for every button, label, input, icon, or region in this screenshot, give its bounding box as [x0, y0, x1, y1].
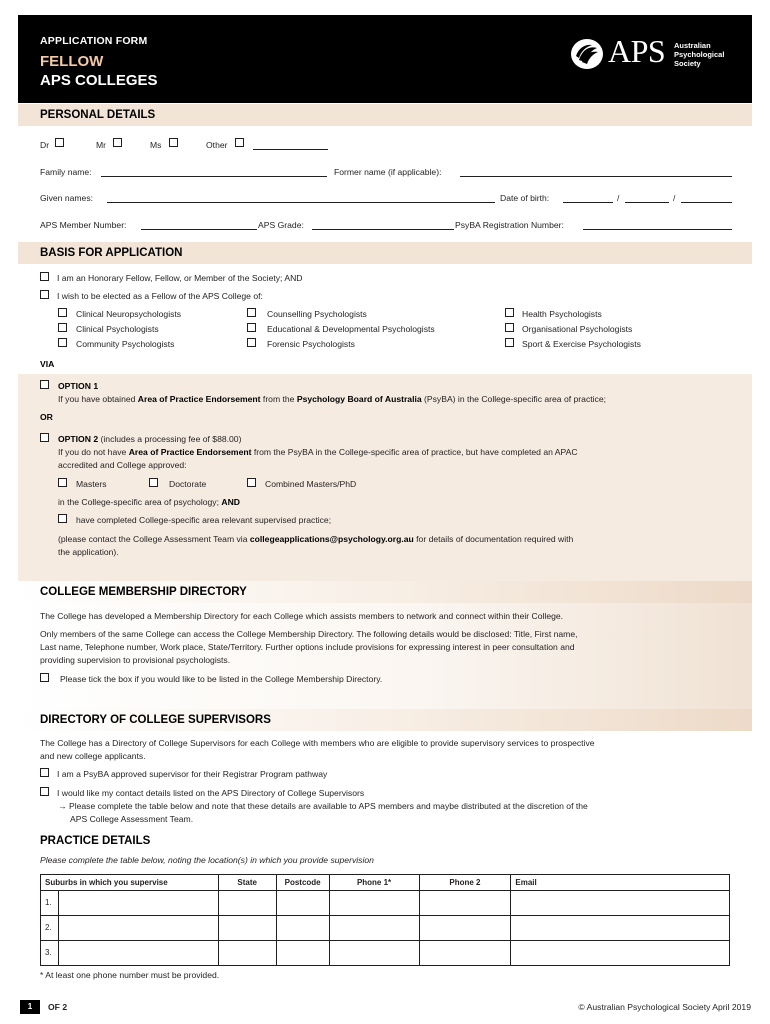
row-number: 1.: [41, 891, 59, 915]
directory-listing-label: Please tick the box if you would like to be listed in the College Membership Directory.: [60, 674, 383, 684]
masters-checkbox[interactable]: [58, 478, 67, 487]
contact-text: [58, 534, 573, 544]
column-header: Suburbs in which you supervise: [41, 875, 219, 891]
approved-supervisor-checkbox[interactable]: [40, 768, 49, 777]
college-label: Community Psychologists: [76, 339, 175, 349]
aps-grade-field[interactable]: [312, 229, 454, 230]
dob-separator: /: [617, 193, 620, 203]
supervised-label: have completed College-specific area relevant supervised practice;: [76, 515, 332, 525]
supervised-checkbox[interactable]: [58, 514, 67, 523]
form-title-colleges: APS COLLEGES: [40, 72, 158, 89]
contact-listing-checkbox[interactable]: [40, 787, 49, 796]
college-label: Sport & Exercise Psychologists: [522, 339, 641, 349]
contact-listing-label: I would like my contact details listed on the APS Directory of College Supervisors: [57, 788, 365, 798]
page-number: 1: [20, 1000, 40, 1014]
title-ms-checkbox[interactable]: [169, 138, 178, 147]
column-header: State: [218, 875, 276, 891]
state-cell[interactable]: [218, 891, 276, 916]
phone1-cell[interactable]: [329, 941, 419, 966]
college-checkbox[interactable]: [247, 323, 256, 332]
psyba-reg-label: PsyBA Registration Number:: [455, 220, 564, 230]
option1-text-part: (PsyBA) in the College-specific area of practice;: [421, 394, 607, 404]
directory-p2-line: Only members of the same College can access the College Membership Directory. The following details would be disclosed: Title, First name,: [40, 629, 578, 639]
row-number: 2.: [41, 916, 59, 940]
aps-logo-subtitle: [674, 41, 724, 68]
college-checkbox[interactable]: [58, 308, 67, 317]
option2-title: OPTION 2: [58, 434, 99, 444]
title-dr-checkbox[interactable]: [55, 138, 64, 147]
and-label: AND: [221, 497, 240, 507]
college-label: Health Psychologists: [522, 309, 602, 319]
logo-sub-line1: Australian: [674, 41, 711, 50]
postcode-cell[interactable]: [276, 891, 329, 916]
dob-day-field[interactable]: [563, 202, 613, 203]
table-instruction-line: APS College Assessment Team.: [70, 814, 194, 824]
table-row: [41, 941, 730, 966]
college-label: Organisational Psychologists: [522, 324, 633, 334]
honorary-label: I am an Honorary Fellow, Fellow, or Member of the Society; AND: [57, 273, 303, 283]
option1-text: [58, 394, 606, 404]
basis-heading: [18, 242, 752, 264]
college-checkbox[interactable]: [505, 308, 514, 317]
masters-label: Masters: [76, 479, 107, 489]
phone2-cell[interactable]: [419, 916, 511, 941]
college-checkbox[interactable]: [247, 308, 256, 317]
row-number: 3.: [41, 941, 59, 965]
form-title-fellow: FELLOW: [40, 53, 104, 70]
doctorate-checkbox[interactable]: [149, 478, 158, 487]
directory-p1: The College has developed a Membership Directory for each College which assists members to network and connect within their College.: [40, 611, 564, 621]
elected-label: I wish to be elected as a Fellow of the APS College of:: [57, 291, 263, 301]
title-ms-label: Ms: [150, 140, 162, 150]
table-row: [41, 916, 730, 941]
postcode-cell[interactable]: [276, 916, 329, 941]
practice-table: [40, 874, 730, 966]
option2-text-part: If you do not have: [58, 447, 129, 457]
practice-instruction: Please complete the table below, noting the location(s) in which you provide supervision: [40, 855, 374, 865]
supervisors-p1-line: and new college applicants.: [40, 751, 146, 761]
option2-bold-part: Area of Practice Endorsement: [128, 447, 252, 457]
section-title: COLLEGE MEMBERSHIP DIRECTORY: [40, 586, 247, 598]
column-header: Phone 1*: [329, 875, 419, 891]
title-mr-label: Mr: [96, 140, 107, 150]
contact-text-part: (please contact the College Assessment Team via: [58, 534, 250, 544]
title-other-checkbox[interactable]: [235, 138, 244, 147]
family-name-field[interactable]: [101, 176, 327, 177]
option2-fee: (includes a processing fee of $88.00): [98, 434, 242, 444]
combined-label: Combined Masters/PhD: [265, 479, 357, 489]
page-total: OF 2: [48, 1002, 68, 1012]
column-header: Postcode: [276, 875, 329, 891]
suburb-cell[interactable]: [41, 941, 219, 966]
option2-text-part: from the PsyBA in the College-specific area of practice, but have completed an APAC: [251, 447, 578, 457]
supervisors-heading: [18, 709, 752, 731]
directory-heading: [18, 581, 752, 603]
option2-label: [58, 434, 241, 444]
specific-area-text: [58, 497, 240, 507]
option2-checkbox[interactable]: [40, 433, 49, 442]
option1-bold-part: Psychology Board of Australia: [296, 394, 422, 404]
phone-footnote: * At least one phone number must be provided.: [40, 970, 220, 980]
college-checkbox[interactable]: [58, 338, 67, 347]
phone1-cell[interactable]: [329, 916, 419, 941]
given-names-field[interactable]: [107, 202, 495, 203]
directory-listing-checkbox[interactable]: [40, 673, 49, 682]
option1-checkbox[interactable]: [40, 380, 49, 389]
college-label: Counselling Psychologists: [267, 309, 367, 319]
directory-p2-line: Last name, Telephone number, Work place, State/Territory. Further options include provisions for expressing interest in peer consultation and: [40, 642, 575, 652]
dob-label: Date of birth:: [500, 193, 550, 203]
contact-email-link[interactable]: collegeapplications@psychology.org.au: [249, 534, 414, 544]
former-name-label: Former name (if applicable):: [334, 167, 442, 177]
form-label: APPLICATION FORM: [40, 35, 148, 47]
state-cell[interactable]: [218, 916, 276, 941]
or-label: OR: [40, 412, 53, 422]
phone1-cell[interactable]: [329, 891, 419, 916]
college-label: Forensic Psychologists: [267, 339, 355, 349]
personal-details-heading: [18, 104, 752, 126]
aps-logo: [570, 33, 740, 74]
phone2-cell[interactable]: [419, 941, 511, 966]
contact-text-line2: the application).: [58, 547, 119, 557]
via-label: VIA: [40, 359, 55, 369]
given-names-label: Given names:: [40, 193, 94, 203]
dob-year-field[interactable]: [681, 202, 732, 203]
section-title: PERSONAL DETAILS: [40, 109, 156, 121]
dob-separator: /: [673, 193, 676, 203]
email-cell[interactable]: [511, 916, 730, 941]
directory-p2-line: providing supervision to provisional psychologists.: [40, 655, 231, 665]
section-title: BASIS FOR APPLICATION: [40, 247, 183, 259]
application-form-page: [18, 15, 752, 1021]
aps-grade-label: APS Grade:: [258, 220, 304, 230]
family-name-label: Family name:: [40, 167, 92, 177]
college-checkbox[interactable]: [505, 323, 514, 332]
section-title: DIRECTORY OF COLLEGE SUPERVISORS: [40, 714, 271, 726]
college-label: Educational & Developmental Psychologists: [267, 324, 435, 334]
college-checkbox[interactable]: [58, 323, 67, 332]
state-cell[interactable]: [218, 941, 276, 966]
contact-text-part: for details of documentation required with: [413, 534, 574, 544]
copyright-notice: © Australian Psychological Society April 2019: [578, 1002, 751, 1012]
elected-checkbox[interactable]: [40, 290, 49, 299]
option1-bold-part: Area of Practice Endorsement: [137, 394, 261, 404]
phone2-cell[interactable]: [419, 891, 511, 916]
email-cell[interactable]: [511, 891, 730, 916]
doctorate-label: Doctorate: [169, 479, 207, 489]
column-header: Phone 2: [419, 875, 511, 891]
combined-checkbox[interactable]: [247, 478, 256, 487]
member-number-label: APS Member Number:: [40, 220, 127, 230]
approved-supervisor-label: I am a PsyBA approved supervisor for their Registrar Program pathway: [57, 769, 328, 779]
title-dr-label: Dr: [40, 140, 50, 150]
aps-logo-text: APS: [608, 33, 666, 69]
college-checkbox[interactable]: [247, 338, 256, 347]
option1-label: OPTION 1: [58, 381, 99, 391]
title-other-label: Other: [206, 140, 228, 150]
supervisors-p1-line: The College has a Directory of College Supervisors for each College with members who are eligible to provide supervisory services to prospective: [40, 738, 595, 748]
suburb-cell[interactable]: [41, 916, 219, 941]
table-header-row: [41, 875, 730, 891]
specific-area-part: in the College-specific area of psychology;: [58, 497, 222, 507]
title-mr-checkbox[interactable]: [113, 138, 122, 147]
table-instruction-line: → Please complete the table below and note that these details are available to APS members and maybe distributed at the discretion of the: [58, 801, 588, 811]
aps-emblem-icon: [570, 38, 604, 70]
dob-month-field[interactable]: [625, 202, 669, 203]
college-label: Clinical Psychologists: [76, 324, 159, 334]
table-row: [41, 891, 730, 916]
logo-sub-line3: Society: [674, 59, 701, 68]
option1-text-part: from the: [260, 394, 297, 404]
logo-sub-line2: Psychological: [674, 50, 725, 59]
postcode-cell[interactable]: [276, 941, 329, 966]
option2-text-line2: accredited and College approved:: [58, 460, 187, 470]
college-label: Clinical Neuropsychologists: [76, 309, 182, 319]
practice-details-heading: PRACTICE DETAILS: [40, 835, 151, 847]
honorary-checkbox[interactable]: [40, 272, 49, 281]
college-checkbox[interactable]: [505, 338, 514, 347]
option2-text: [58, 447, 578, 457]
options-band: [18, 374, 752, 582]
column-header: Email: [511, 875, 730, 891]
email-cell[interactable]: [511, 941, 730, 966]
member-number-field[interactable]: [141, 229, 257, 230]
psyba-reg-field[interactable]: [583, 229, 732, 230]
suburb-cell[interactable]: [41, 891, 219, 916]
title-other-field[interactable]: [253, 149, 328, 150]
option1-text-part: If you have obtained: [58, 394, 138, 404]
form-header: [18, 15, 752, 103]
former-name-field[interactable]: [460, 176, 732, 177]
